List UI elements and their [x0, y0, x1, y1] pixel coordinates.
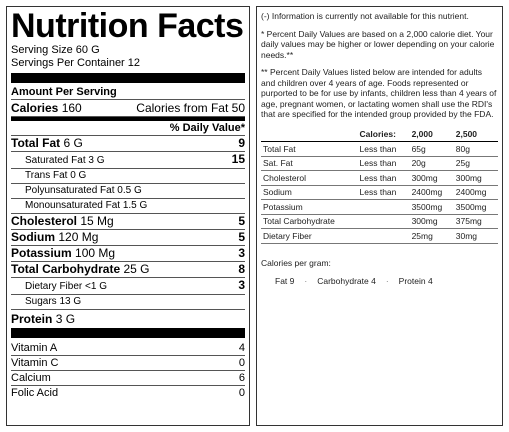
protein-per-gram: Protein 4: [398, 276, 433, 286]
vitamin-row-c: [11, 356, 245, 371]
separator: ·: [385, 276, 389, 286]
vitamin-name: Calcium: [11, 372, 51, 384]
table-cell: [358, 229, 410, 244]
table-cell: Less than: [358, 156, 410, 171]
vitamin-name: Vitamin C: [11, 357, 59, 369]
table-cell: 2400mg: [410, 185, 454, 200]
vitamin-row-a: [11, 341, 245, 356]
label-title: Nutrition Facts: [11, 7, 244, 45]
table-cell: 300mg: [454, 171, 498, 186]
table-header: [261, 127, 358, 142]
table-cell: Less than: [358, 185, 410, 200]
table-header: Calories:: [358, 127, 410, 142]
calories-row: [11, 100, 245, 117]
nutrient-row-polyunsaturated-fat: [11, 184, 245, 199]
intended-group-note: ** Percent Daily Values listed below are intended for adults and children over 4 years of age. Foods represented or purported to be for use by infants, children less than 4 years of age, pregnant women, or lactating women shall use the RDI's that are specified for the intended group provided by the FDA.: [261, 67, 497, 119]
nutrient-row-sodium: [11, 230, 245, 246]
vitamin-pct: 0: [238, 387, 245, 399]
nutrient-pct: 8: [238, 262, 245, 276]
nutrient-row-total-carbohydrate: [11, 262, 245, 278]
table-cell: 3500mg: [454, 200, 498, 215]
nutrient-name: Trans Fat 0 G: [25, 170, 87, 181]
nutrient-name: Protein: [11, 312, 53, 326]
daily-value-reference-table: [261, 127, 498, 244]
table-cell: 25mg: [410, 229, 454, 244]
nutrition-notes-panel: [256, 6, 503, 426]
thick-divider: [11, 73, 245, 83]
nutrient-name: Saturated Fat 3 G: [25, 155, 105, 166]
nutrient-row-sugars: [11, 295, 245, 310]
nutrient-row-total-fat: [11, 136, 245, 152]
table-row: [261, 185, 498, 200]
nutrient-pct: 3: [238, 246, 245, 260]
amount-per-serving: Amount Per Serving: [11, 85, 245, 100]
table-cell: Potassium: [261, 200, 358, 215]
nutrient-amount: 100 Mg: [75, 246, 116, 260]
table-cell: 2400mg: [454, 185, 498, 200]
table-cell: [358, 200, 410, 215]
calories-label: Calories: [11, 101, 59, 115]
nutrition-facts-label: [6, 6, 250, 426]
table-header-row: [261, 127, 498, 142]
table-cell: 65g: [410, 142, 454, 157]
table-cell: Dietary Fiber: [261, 229, 358, 244]
calories-from-fat: Calories from Fat 50: [136, 101, 245, 115]
table-cell: Less than: [358, 171, 410, 186]
nutrient-amount: 3 G: [55, 312, 76, 326]
serving-size: Serving Size 60 G: [11, 44, 100, 56]
nutrient-pct: 5: [238, 230, 245, 244]
nutrient-name: Sugars 13 G: [25, 296, 82, 307]
calories-per-gram-label: Calories per gram:: [261, 257, 331, 268]
nutrient-row-trans-fat: [11, 169, 245, 184]
vitamin-pct: 0: [238, 357, 245, 369]
table-cell: 20g: [410, 156, 454, 171]
percent-daily-note: * Percent Daily Values are based on a 2,000 calorie diet. Your daily values may be higher or lower depending on your calorie needs.**: [261, 28, 495, 60]
table-cell: 300mg: [410, 214, 454, 229]
table-row: [261, 200, 498, 215]
nutrient-amount: 25 G: [123, 262, 150, 276]
nutrient-amount: 6 G: [63, 136, 83, 150]
table-row: [261, 156, 498, 171]
carbohydrate-per-gram: Carbohydrate 4: [317, 276, 376, 286]
table-row: [261, 142, 498, 157]
table-row: [261, 171, 498, 186]
unavailable-note: (-) Information is currently not available for this nutrient.: [261, 11, 469, 21]
nutrient-name: Total Fat: [11, 136, 61, 150]
calories-value: 160: [61, 101, 82, 115]
table-cell: 25g: [454, 156, 498, 171]
vitamin-pct: 6: [238, 372, 245, 384]
vitamin-name: Vitamin A: [11, 342, 58, 354]
nutrient-name: Dietary Fiber <1 G: [25, 281, 107, 292]
nutrient-pct: 5: [238, 214, 245, 228]
nutrient-row-protein: [11, 310, 245, 328]
table-cell: 375mg: [454, 214, 498, 229]
table-cell: Total Carbohydrate: [261, 214, 358, 229]
calories-per-gram-row: [261, 276, 498, 287]
vitamin-row-folic-acid: [11, 386, 245, 400]
table-cell: [358, 214, 410, 229]
daily-value-header: % Daily Value*: [11, 121, 245, 136]
thick-divider: [11, 328, 245, 338]
nutrient-amount: 120 Mg: [58, 230, 99, 244]
table-cell: 30mg: [454, 229, 498, 244]
table-row: [261, 214, 498, 229]
nutrient-name: Potassium: [11, 246, 72, 260]
table-cell: Total Fat: [261, 142, 358, 157]
nutrient-name: Polyunsaturated Fat 0.5 G: [25, 185, 142, 196]
nutrient-amount: 15 Mg: [80, 214, 114, 228]
table-header: 2,500: [454, 127, 498, 142]
table-cell: 3500mg: [410, 200, 454, 215]
table-cell: 300mg: [410, 171, 454, 186]
nutrient-pct: 9: [238, 136, 245, 150]
nutrient-name: Total Carbohydrate: [11, 262, 121, 276]
table-cell: Sodium: [261, 185, 358, 200]
nutrient-name: Sodium: [11, 230, 55, 244]
vitamin-pct: 4: [238, 342, 245, 354]
nutrient-name: Monounsaturated Fat 1.5 G: [25, 200, 148, 211]
nutrient-row-monounsaturated-fat: [11, 199, 245, 214]
table-cell: Less than: [358, 142, 410, 157]
table-cell: Sat. Fat: [261, 156, 358, 171]
table-cell: Cholesterol: [261, 171, 358, 186]
nutrient-pct: 15: [231, 152, 245, 166]
nutrient-row-dietary-fiber: [11, 278, 245, 295]
nutrient-row-potassium: [11, 246, 245, 262]
nutrient-pct: 3: [238, 278, 245, 292]
table-header: 2,000: [410, 127, 454, 142]
table-row: [261, 229, 498, 244]
servings-per-container: Servings Per Container 12: [11, 57, 141, 69]
vitamin-row-calcium: [11, 371, 245, 386]
nutrient-row-saturated-fat: [11, 152, 245, 169]
vitamin-name: Folic Acid: [11, 387, 59, 399]
table-cell: 80g: [454, 142, 498, 157]
nutrient-name: Cholesterol: [11, 214, 78, 228]
separator: ·: [304, 276, 308, 286]
nutrient-row-cholesterol: [11, 214, 245, 230]
fat-per-gram: Fat 9: [275, 276, 295, 286]
